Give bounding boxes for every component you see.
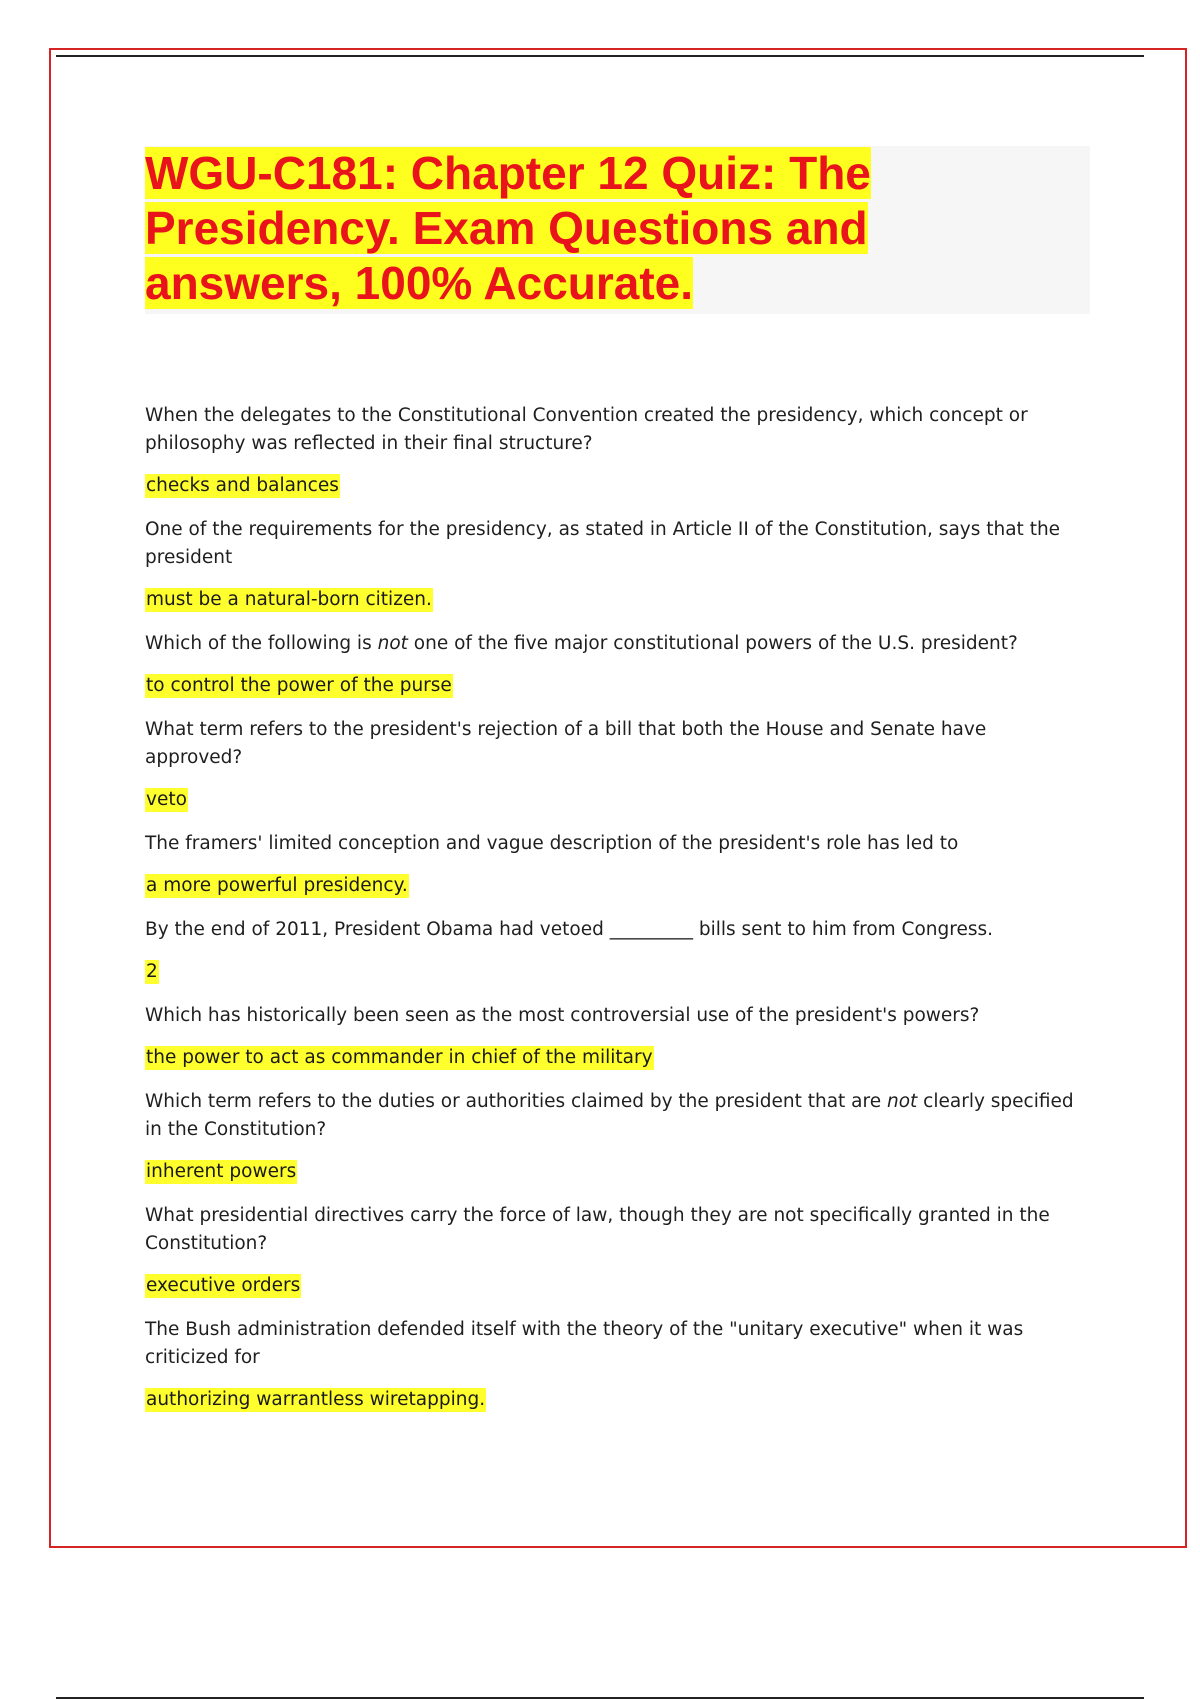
answer	[145, 672, 1085, 700]
answer	[145, 958, 1085, 986]
qa-item	[145, 1202, 1085, 1300]
qa-item	[145, 402, 1085, 500]
bottom-rule	[56, 1697, 1144, 1699]
question-emphasis: not	[377, 633, 408, 654]
question: What presidential directives carry the force of law, though they are not specifically granted in the Constitution?	[145, 1205, 1050, 1254]
question: Which has historically been seen as the most controversial use of the president's powers?	[145, 1005, 980, 1026]
question: One of the requirements for the presidency, as stated in Article II of the Constitution, says that the president	[145, 519, 1061, 568]
answer-highlight: the power to act as commander in chief of the military	[146, 1047, 653, 1068]
question: What term refers to the president's rejection of a bill that both the House and Senate have approved?	[145, 719, 987, 768]
qa-item	[145, 1088, 1085, 1186]
answer-highlight: veto	[146, 789, 187, 810]
question-text: one of the five major constitutional powers of the U.S. president?	[407, 633, 1018, 654]
question	[145, 1088, 1085, 1144]
question-text: clearly specified in the Constitution?	[145, 1091, 1074, 1140]
answer-highlight: executive orders	[146, 1275, 301, 1296]
question-emphasis: not	[886, 1091, 918, 1112]
qa-item	[145, 716, 1085, 814]
qa-item	[145, 630, 1085, 700]
question	[145, 630, 1085, 658]
title-block	[145, 146, 1090, 314]
qa-item	[145, 516, 1085, 614]
question: When the delegates to the Constitutional Convention created the presidency, which concept or philosophy was reflected in their final structure?	[145, 405, 1028, 454]
top-rule	[56, 55, 1144, 57]
answer	[145, 1272, 1085, 1300]
question: By the end of 2011, President Obama had vetoed _________ bills sent to him from Congress.	[145, 919, 993, 940]
qa-item	[145, 1316, 1085, 1414]
document-title	[145, 146, 925, 311]
document-title-text: WGU-C181: Chapter 12 Quiz: The Presidency. Exam Questions and answers, 100% Accurate.	[145, 147, 871, 309]
answer	[145, 472, 1085, 500]
qa-item	[145, 830, 1085, 900]
answer-highlight: must be a natural-born citizen.	[146, 589, 432, 610]
question: The framers' limited conception and vague description of the president's role has led to	[145, 833, 959, 854]
qa-item	[145, 916, 1085, 986]
answer-highlight: a more powerful presidency.	[146, 875, 408, 896]
question-text: Which of the following is	[145, 633, 378, 654]
qa-item	[145, 1002, 1085, 1072]
qa-list	[145, 402, 1085, 1430]
answer	[145, 586, 1085, 614]
question: The Bush administration defended itself with the theory of the "unitary executive" when it was criticized for	[145, 1319, 1024, 1368]
answer-highlight: checks and balances	[146, 475, 339, 496]
answer	[145, 872, 1085, 900]
answer-highlight: inherent powers	[146, 1161, 297, 1182]
answer	[145, 1158, 1085, 1186]
answer-highlight: 2	[146, 961, 158, 982]
answer	[145, 1386, 1085, 1414]
question-text: Which term refers to the duties or authorities claimed by the president that are	[145, 1091, 887, 1112]
answer-highlight: to control the power of the purse	[146, 675, 452, 696]
answer	[145, 1044, 1085, 1072]
answer-highlight: authorizing warrantless wiretapping.	[146, 1389, 486, 1410]
answer	[145, 786, 1085, 814]
